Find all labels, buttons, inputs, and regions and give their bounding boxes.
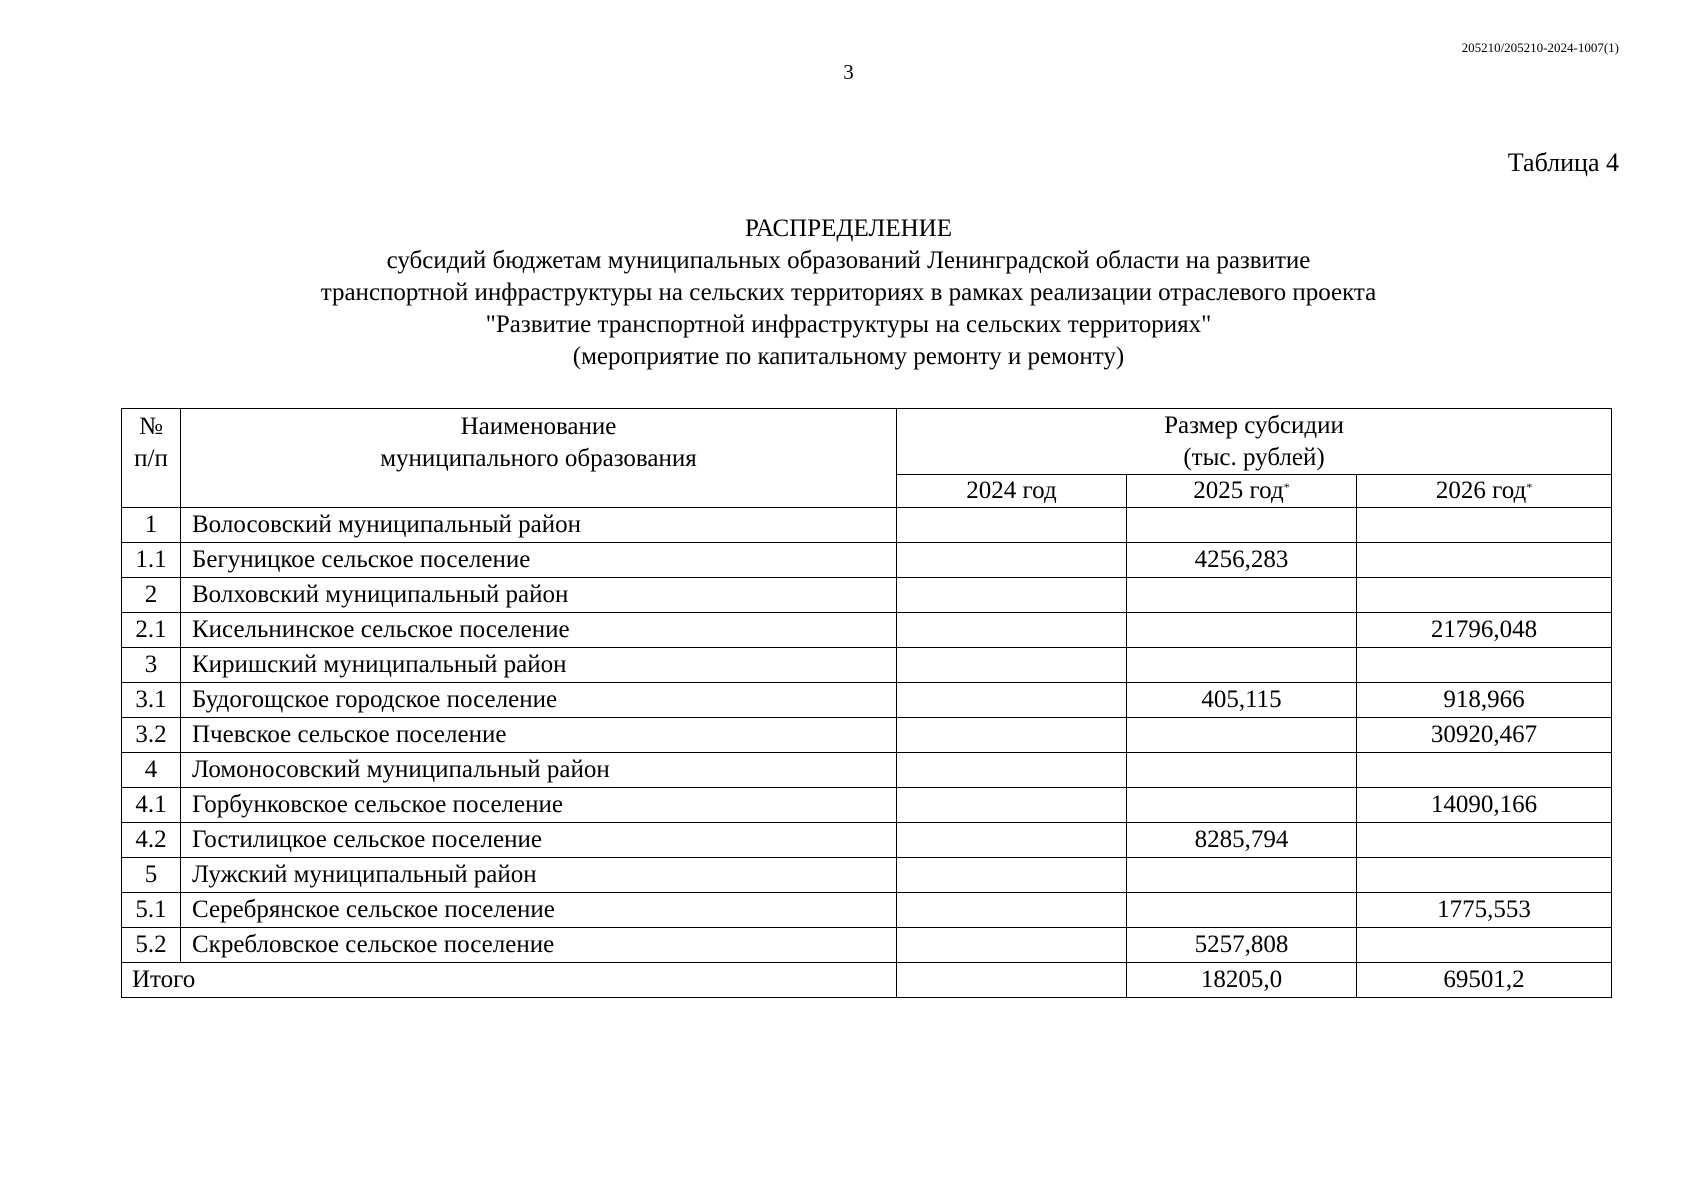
row-name: Волховский муниципальный район <box>181 578 897 613</box>
year-2024-label: 2024 год <box>966 477 1057 504</box>
row-name: Пчевское сельское поселение <box>181 718 897 753</box>
row-name: Скребловское сельское поселение <box>181 928 897 963</box>
row-num: 3 <box>122 648 181 683</box>
row-num: 4.1 <box>122 788 181 823</box>
row-2026: 1775,553 <box>1357 893 1612 928</box>
year-2026-label: 2026 год <box>1435 477 1527 504</box>
total-label: Итого <box>122 963 897 998</box>
title-line-2: субсидий бюджетам муниципальных образований Ленинградской области на развитие <box>386 247 1311 274</box>
row-name: Серебрянское сельское поселение <box>181 893 897 928</box>
row-name: Киришский муниципальный район <box>181 648 897 683</box>
row-name: Будогощское городское поселение <box>181 683 897 718</box>
row-2024 <box>897 508 1127 543</box>
table-row <box>122 753 1612 788</box>
row-2026 <box>1357 928 1612 963</box>
total-2024 <box>897 963 1127 998</box>
row-2025 <box>1127 893 1357 928</box>
year-2025-header <box>1127 475 1357 508</box>
row-2026: 918,966 <box>1357 683 1612 718</box>
row-2025 <box>1127 788 1357 823</box>
year-2024-header <box>897 475 1127 508</box>
table-label: Таблица 4 <box>1507 148 1619 177</box>
row-2025 <box>1127 753 1357 788</box>
num-header-line-1: № <box>139 413 163 440</box>
header-row-1 <box>122 409 1612 475</box>
row-2024 <box>897 893 1127 928</box>
row-2026: 30920,467 <box>1357 718 1612 753</box>
row-2024 <box>897 543 1127 578</box>
row-2025: 4256,283 <box>1127 543 1357 578</box>
row-2024 <box>897 858 1127 893</box>
table-row <box>122 858 1612 893</box>
row-2024 <box>897 788 1127 823</box>
subsidy-header-line-2: (тыс. рублей) <box>1183 444 1325 471</box>
document-title <box>0 213 1697 373</box>
row-2026 <box>1357 648 1612 683</box>
total-2025: 18205,0 <box>1127 963 1357 998</box>
row-2024 <box>897 928 1127 963</box>
row-2025 <box>1127 858 1357 893</box>
subsidy-table <box>121 408 1612 998</box>
year-2025-label: 2025 год <box>1193 477 1284 504</box>
row-num: 4.2 <box>122 823 181 858</box>
row-2025 <box>1127 613 1357 648</box>
row-2024 <box>897 578 1127 613</box>
row-name: Бегуницкое сельское поселение <box>181 543 897 578</box>
row-2024 <box>897 613 1127 648</box>
row-num: 2 <box>122 578 181 613</box>
total-2026: 69501,2 <box>1357 963 1612 998</box>
row-num: 5.2 <box>122 928 181 963</box>
title-line-5: (мероприятие по капитальному ремонту и ремонту) <box>572 343 1125 370</box>
row-name: Гостилицкое сельское поселение <box>181 823 897 858</box>
name-header-line-1: Наименование <box>460 413 617 440</box>
year-2025-footnote-mark: * <box>1283 480 1290 494</box>
row-num: 1.1 <box>122 543 181 578</box>
year-2026-header <box>1357 475 1612 508</box>
subsidy-header <box>897 409 1612 475</box>
row-num: 3.2 <box>122 718 181 753</box>
row-2026 <box>1357 753 1612 788</box>
title-line-1: РАСПРЕДЕЛЕНИЕ <box>744 215 953 242</box>
num-header-line-2: п/п <box>134 445 168 472</box>
table-row <box>122 788 1612 823</box>
table-row <box>122 823 1612 858</box>
year-2026-footnote-mark: * <box>1526 480 1533 494</box>
row-2025 <box>1127 578 1357 613</box>
total-row <box>122 963 1612 998</box>
row-2026: 14090,166 <box>1357 788 1612 823</box>
row-name: Ломоносовский муниципальный район <box>181 753 897 788</box>
table-row <box>122 508 1612 543</box>
table-row <box>122 683 1612 718</box>
row-2025 <box>1127 508 1357 543</box>
num-header <box>122 409 181 508</box>
row-2025: 405,115 <box>1127 683 1357 718</box>
row-name: Лужский муниципальный район <box>181 858 897 893</box>
row-2026 <box>1357 858 1612 893</box>
row-2026 <box>1357 578 1612 613</box>
row-2026 <box>1357 543 1612 578</box>
row-num: 5 <box>122 858 181 893</box>
subsidy-header-line-1: Размер субсидии <box>1164 412 1344 439</box>
table-row <box>122 893 1612 928</box>
row-2025: 8285,794 <box>1127 823 1357 858</box>
row-2025: 5257,808 <box>1127 928 1357 963</box>
doc-id: 205210/205210-2024-1007(1) <box>1461 40 1619 55</box>
name-header <box>181 409 897 508</box>
row-num: 3.1 <box>122 683 181 718</box>
table-row <box>122 543 1612 578</box>
row-name: Кисельнинское сельское поселение <box>181 613 897 648</box>
table-row <box>122 718 1612 753</box>
row-2025 <box>1127 718 1357 753</box>
row-2024 <box>897 648 1127 683</box>
title-line-4: "Развитие транспортной инфраструктуры на сельских территориях" <box>485 311 1212 338</box>
table-row <box>122 613 1612 648</box>
name-header-line-2: муниципального образования <box>380 445 697 472</box>
row-2026 <box>1357 823 1612 858</box>
row-name: Волосовский муниципальный район <box>181 508 897 543</box>
page-number: 3 <box>843 60 854 84</box>
row-2026: 21796,048 <box>1357 613 1612 648</box>
row-2026 <box>1357 508 1612 543</box>
row-2024 <box>897 823 1127 858</box>
row-2024 <box>897 718 1127 753</box>
table-row <box>122 578 1612 613</box>
row-num: 1 <box>122 508 181 543</box>
row-2025 <box>1127 648 1357 683</box>
row-num: 2.1 <box>122 613 181 648</box>
table-row <box>122 928 1612 963</box>
row-2024 <box>897 753 1127 788</box>
row-name: Горбунковское сельское поселение <box>181 788 897 823</box>
table-row <box>122 648 1612 683</box>
row-num: 4 <box>122 753 181 788</box>
title-line-3: транспортной инфраструктуры на сельских территориях в рамках реализации отраслевого проекта <box>320 279 1377 306</box>
row-2024 <box>897 683 1127 718</box>
row-num: 5.1 <box>122 893 181 928</box>
